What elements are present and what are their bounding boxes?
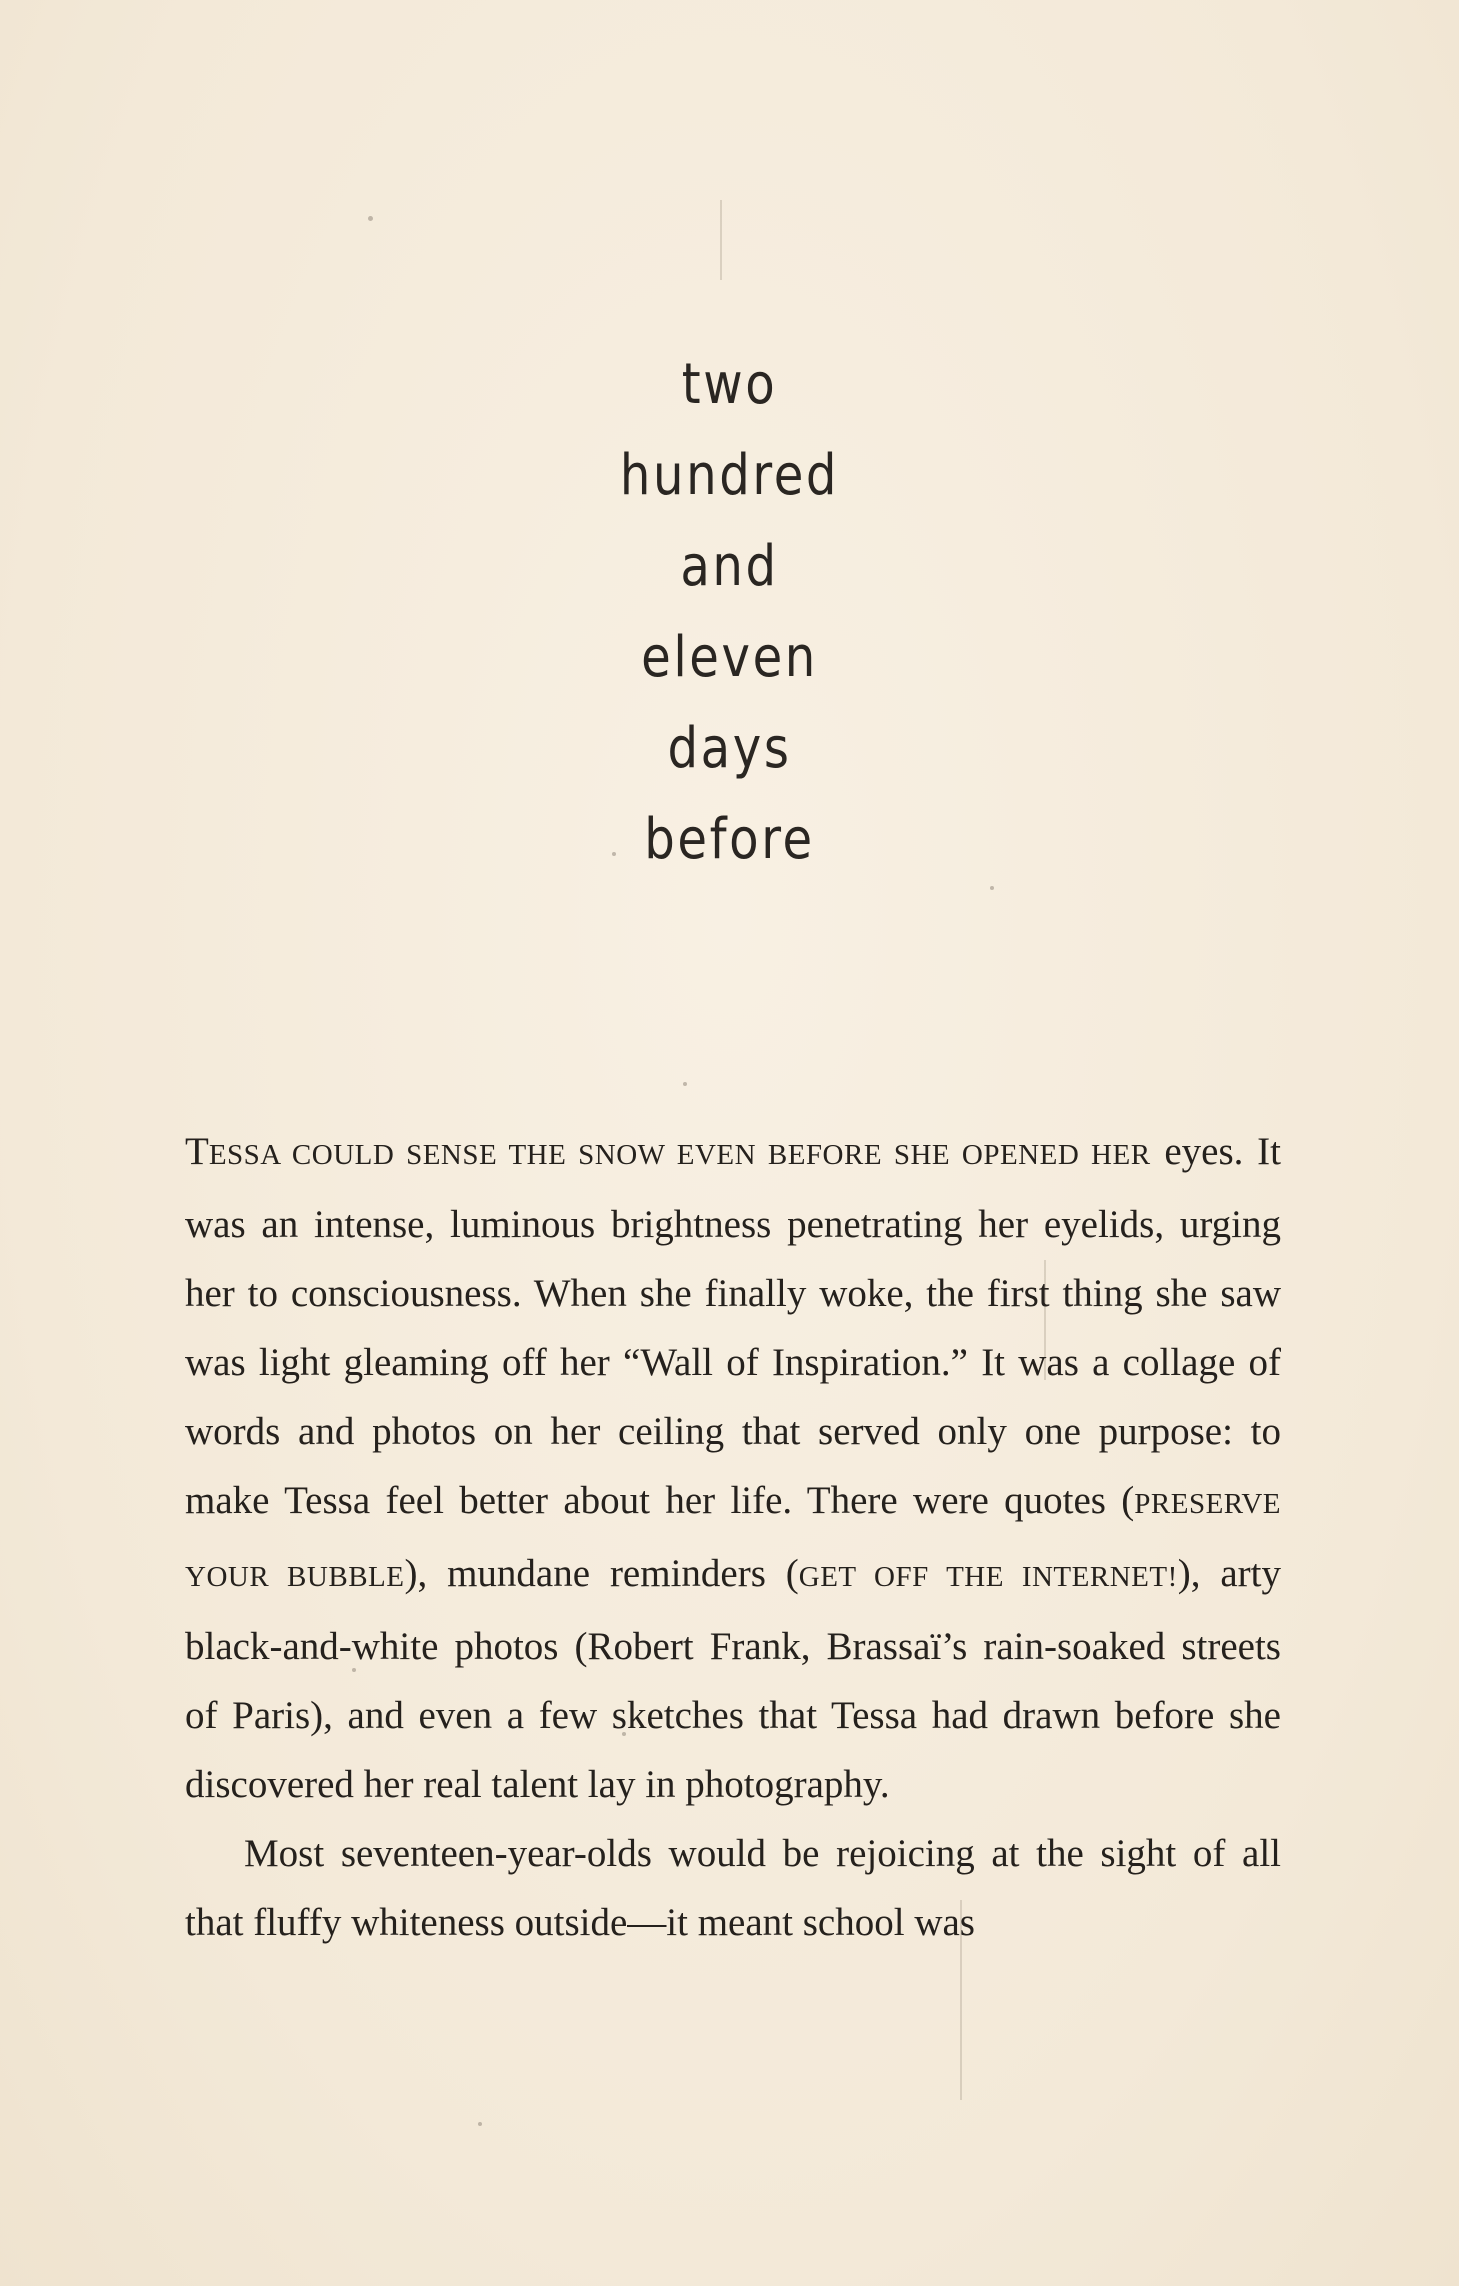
paragraph-text: ), mundane reminders ( <box>404 1552 799 1595</box>
chapter-title-line: hundred <box>619 443 840 509</box>
chapter-title-line: days <box>667 716 792 782</box>
paper-speck <box>368 216 373 221</box>
small-caps-opening: ESSA COULD SENSE THE SNOW EVEN BEFORE SHE OPENED HER <box>208 1139 1151 1171</box>
chapter-title-line: before <box>644 807 815 873</box>
paragraph-text: Most seventeen-year-olds would be rejoicing at the sight of all that fluffy whiteness outside—it meant school was <box>185 1832 1281 1944</box>
opening-capital: T <box>185 1130 209 1173</box>
inspiration-quote: GET OFF THE INTERNET! <box>798 1561 1178 1593</box>
paper-crease <box>720 200 722 280</box>
paper-speck <box>683 1082 687 1086</box>
paragraph-text: ), arty black-and-white photos (Robert Frank, Brassaï’s rain-soaked streets of Paris), and even a few sketches that Tessa had drawn before she discovered her real talent lay in photography. <box>185 1552 1281 1806</box>
paragraph-second <box>185 1819 1281 1957</box>
chapter-title <box>0 339 1459 885</box>
chapter-title-line: and <box>680 534 779 600</box>
chapter-title-line: two <box>681 352 778 418</box>
paragraph-opening <box>185 1117 1281 1819</box>
body-text <box>185 1117 1281 1957</box>
inspiration-quote: PRESERVE YOUR BUBBLE <box>185 1488 1281 1593</box>
paper-speck <box>990 886 994 890</box>
chapter-title-line: eleven <box>641 625 818 691</box>
paragraph-text: eyes. It was an intense, luminous brightness penetrating her eyelids, urging her to consciousness. When she finally woke, the first thing she saw was light gleaming off her “Wall of Inspiration.” It was a collage of words and photos on her ceiling that served only one purpose: to make Tessa feel better about her life. There were quotes ( <box>185 1130 1281 1522</box>
paper-speck <box>478 2122 482 2126</box>
